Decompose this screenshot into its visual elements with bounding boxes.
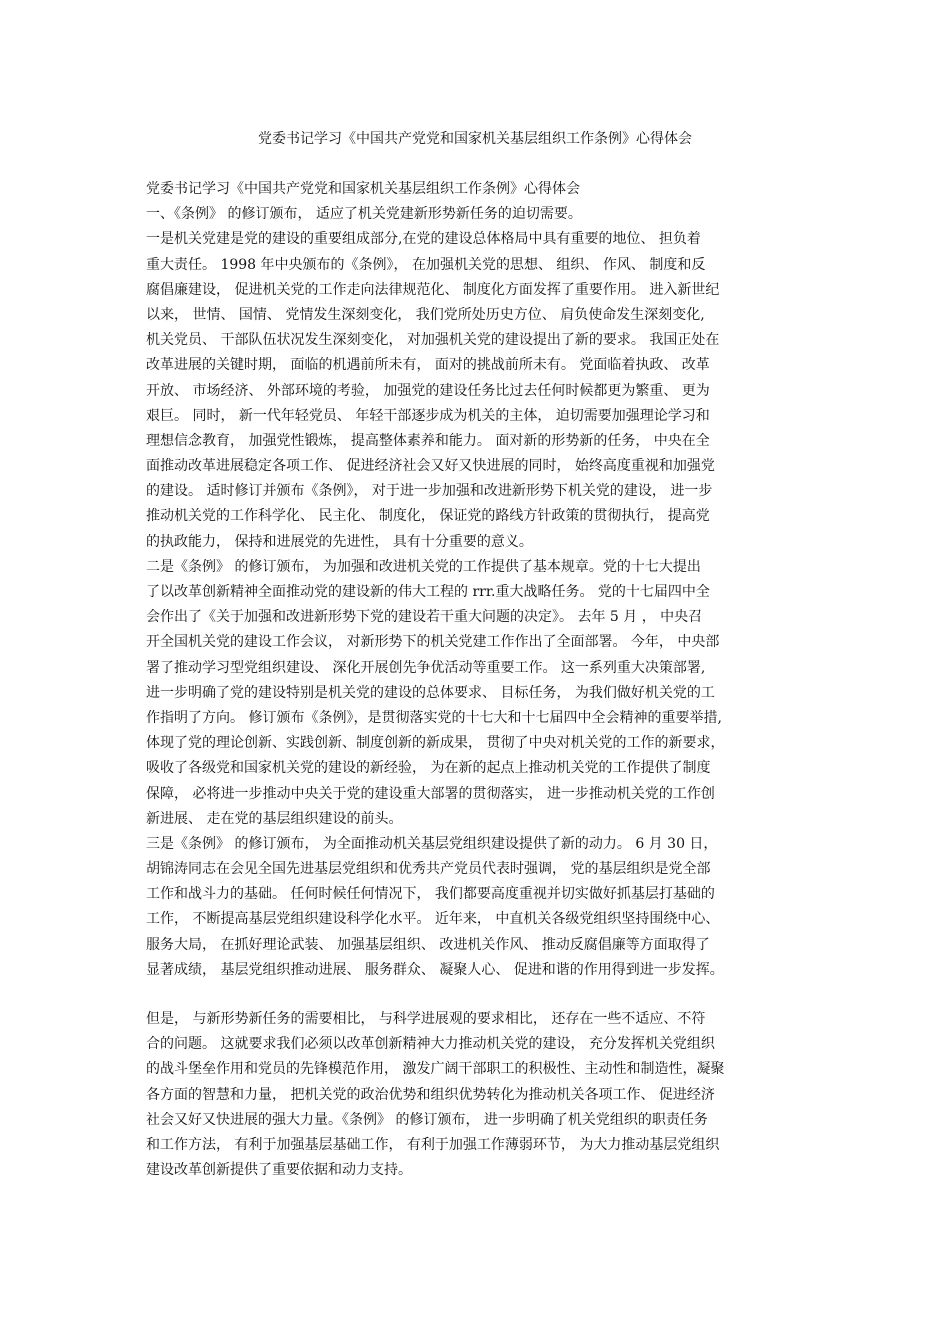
paragraph-line: 一是机关党建是党的建设的重要组成部分,在党的建设总体格局中具有重要的地位、 担负着 — [146, 231, 701, 248]
paragraph-line: 合的问题。 这就要求我们必须以改革创新精神大力推动机关党的建设， 充分发挥机关党组织 — [146, 1036, 715, 1053]
paragraph-line: 各方面的智慧和力量， 把机关党的政治优势和组织优势转化为推动机关各项工作、 促进经济 — [146, 1086, 715, 1103]
paragraph-line: 建设改革创新提供了重要依据和动力支持。 — [146, 1162, 412, 1179]
paragraph-line: 社会又好又快进展的强大力量。《条例》 的修订颁布， 进一步明确了机关党组织的职责任务 — [146, 1111, 708, 1128]
paragraph-line: 二是《条例》 的修订颁布， 为加强和改进机关党的工作提供了基本规章。党的十七大提出 — [146, 558, 701, 575]
paragraph-line: 以来， 世情、 国情、 党情发生深刻变化， 我们党所处历史方位、 肩负使命发生深刻变化, — [146, 306, 705, 323]
paragraph-line: 作指明了方向。 修订颁布《条例》，是贯彻落实党的十七大和十七届四中全会精神的重要举措, — [146, 709, 722, 726]
paragraph-line: 推动机关党的工作科学化、 民主化、 制度化， 保证党的路线方针政策的贯彻执行， 提高党 — [146, 508, 710, 525]
paragraph-line: 的执政能力， 保持和进展党的先进性， 具有十分重要的意义。 — [146, 533, 533, 550]
paragraph-line: 改革进展的关键时期， 面临的机遇前所未有， 面对的挑战前所未有。 党面临着执政、 改革 — [146, 357, 710, 374]
page-title: 党委书记学习《中国共产党党和国家机关基层组织工作条例》心得体会 — [258, 131, 692, 147]
paragraph-line: 开全国机关党的建设工作会议， 对新形势下的机关党建工作作出了全面部署。 今年， 中央部 — [146, 634, 720, 651]
paragraph-line: 保障， 必将进一步推动中央关于党的建设重大部署的贯彻落实， 进一步推动机关党的工作创 — [146, 785, 715, 802]
paragraph-line: 工作， 不断提高基层党组织建设科学化水平。 近年来， 中直机关各级党组织坚持围绕中心、 — [146, 911, 720, 928]
paragraph-line: 腐倡廉建设， 促进机关党的工作走向法律规范化、 制度化方面发挥了重要作用。 进入新世纪 — [146, 281, 720, 298]
section-heading: 一、《条例》 的修订颁布， 适应了机关党建新形势新任务的迫切需要。 — [146, 206, 582, 223]
paragraph-line: 重大责任。 1998 年中央颁布的《条例》， 在加强机关党的思想、 组织、 作风、 制度和反 — [146, 256, 706, 273]
paragraph-line: 三是《条例》 的修订颁布， 为全面推动机关基层党组织建设提供了新的动力。 6 月 30 日， — [146, 835, 718, 852]
paragraph-line: 吸收了各级党和国家机关党的建设的新经验， 为在新的起点上推动机关党的工作提供了制度 — [146, 760, 711, 777]
paragraph-line: 服务大局， 在抓好理论武装、 加强基层组织、 改进机关作风、 推动反腐倡廉等方面取得了 — [146, 936, 710, 953]
paragraph-line: 了以改革创新精神全面推动党的建设新的伟大工程的 rrr.重大战略任务。 党的十七届四中全 — [146, 584, 710, 600]
document-body — [146, 177, 826, 1183]
paragraph-line: 机关党员、 干部队伍状况发生深刻变化， 对加强机关党的建设提出了新的要求。 我国正处在 — [146, 332, 720, 349]
paragraph-line: 署了推动学习型党组织建设、 深化开展创先争优活动等重要工作。 这一系列重大决策部署, — [146, 659, 706, 676]
paragraph-line: 但是， 与新形势新任务的需要相比， 与科学进展观的要求相比， 还存在一些不适应、不符 — [146, 1011, 706, 1027]
body-heading: 党委书记学习《中国共产党党和国家机关基层组织工作条例》心得体会 — [146, 181, 580, 197]
paragraph-line: 胡锦涛同志在会见全国先进基层党组织和优秀共产党员代表时强调， 党的基层组织是党全部 — [146, 861, 711, 878]
paragraph-line: 新进展、 走在党的基层组织建设的前头。 — [146, 810, 403, 827]
paragraph-line: 理想信念教育， 加强党性锻炼， 提高整体素养和能力。 面对新的形势新的任务， 中央在全 — [146, 432, 710, 449]
paragraph-line: 的战斗堡垒作用和党员的先锋模范作用， 激发广阔干部职工的积极性、主动性和制造性，凝聚 — [146, 1061, 725, 1078]
paragraph-line: 体现了党的理论创新、实践创新、制度创新的新成果， 贯彻了中央对机关党的工作的新要求， — [146, 735, 725, 752]
paragraph-line: 会作出了《关于加强和改进新形势下党的建设若干重大问题的决定》。 去年 5 月 ， 中央召 — [146, 609, 703, 626]
paragraph-line: 进一步明确了党的建设特别是机关党的建设的总体要求、 目标任务， 为我们做好机关党的工 — [146, 684, 715, 701]
paragraph-line: 面推动改革进展稳定各项工作、 促进经济社会又好又快进展的同时， 始终高度重视和加强党 — [146, 458, 715, 475]
paragraph-line: 的建设。 适时修订并颁布《条例》， 对于进一步加强和改进新形势下机关党的建设， 进一步 — [146, 483, 713, 500]
paragraph-line: 开放、 市场经济、 外部环境的考验， 加强党的建设任务比过去任何时候都更为繁重、 更为 — [146, 382, 710, 399]
paragraph-gap — [146, 983, 826, 1007]
paragraph-line: 显著成绩， 基层党组织推动进展、 服务群众、 凝聚人心、 促进和谐的作用得到进一步发挥。 — [146, 961, 724, 978]
paragraph-line: 工作和战斗力的基础。 任何时候任何情况下， 我们都要高度重视并切实做好抓基层打基础的 — [146, 886, 715, 903]
paragraph-line: 艰巨。 同时， 新一代年轻党员、 年轻干部逐步成为机关的主体， 迫切需要加强理论学习和 — [146, 407, 710, 424]
paragraph-line: 和工作方法， 有利于加强基层基础工作， 有利于加强工作薄弱环节， 为大力推动基层党组织 — [146, 1136, 720, 1153]
